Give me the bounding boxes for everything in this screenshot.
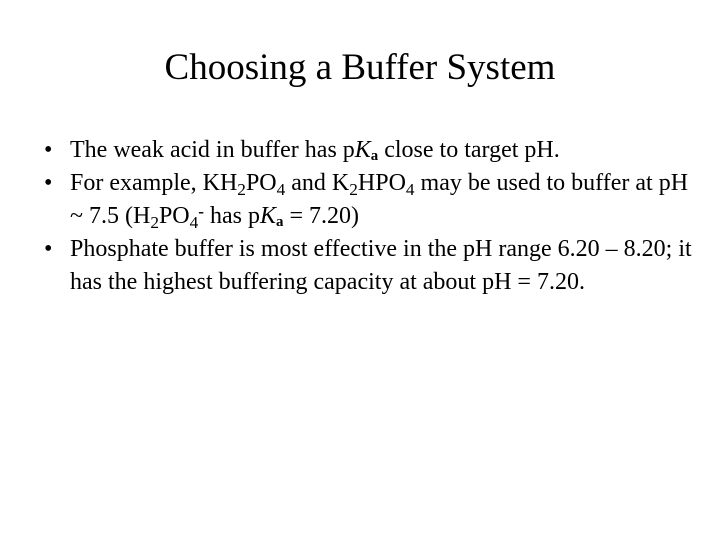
bullet-item-3 <box>44 233 694 299</box>
bullet-2-text-4: HPO <box>357 170 406 196</box>
bullet-2-sub-4: 4 <box>405 179 415 199</box>
bullet-2-text-2: PO <box>245 170 277 196</box>
bullet-2-text-1: For example, KH <box>70 170 238 196</box>
bullet-1-ka-k: K <box>354 137 371 163</box>
bullet-2-text-8: = 7.20) <box>283 203 360 229</box>
bullet-2-text-7: has p <box>204 203 261 229</box>
bullet-item-2 <box>44 167 694 233</box>
bullet-2-ka-a: a <box>276 213 284 230</box>
bullet-list <box>44 134 694 299</box>
bullet-1-text-b: close to target pH. <box>378 137 560 163</box>
bullet-1-ka-a: a <box>370 147 379 164</box>
bullet-marker: • <box>44 236 53 262</box>
bullet-2-sub-1: 2 <box>237 179 246 199</box>
bullet-2-ka-k: K <box>260 203 277 229</box>
bullet-2-sub-5: 2 <box>150 212 159 232</box>
bullet-2-text-6: PO <box>158 203 190 229</box>
bullet-2-sub-2: 4 <box>276 179 286 199</box>
bullet-2-text-3: and K <box>285 170 350 196</box>
bullet-2-charge: - <box>198 202 205 222</box>
bullet-marker: • <box>44 170 53 196</box>
bullet-marker: • <box>44 137 53 163</box>
slide-title: Choosing a Buffer System <box>164 47 556 88</box>
bullet-2-sub-3: 2 <box>349 179 358 199</box>
bullet-2-text-5: may be used to buffer at pH ~ 7.5 (H <box>70 170 689 229</box>
bullet-item-1 <box>44 134 694 167</box>
bullet-3-text: Phosphate buffer is most effective in the pH range 6.20 – 8.20; it has the highest buffering capacity at about pH = 7.20. <box>70 236 692 295</box>
bullet-1-text-a: The weak acid in buffer has p <box>70 137 355 163</box>
bullet-2-sub-6: 4 <box>189 212 199 232</box>
